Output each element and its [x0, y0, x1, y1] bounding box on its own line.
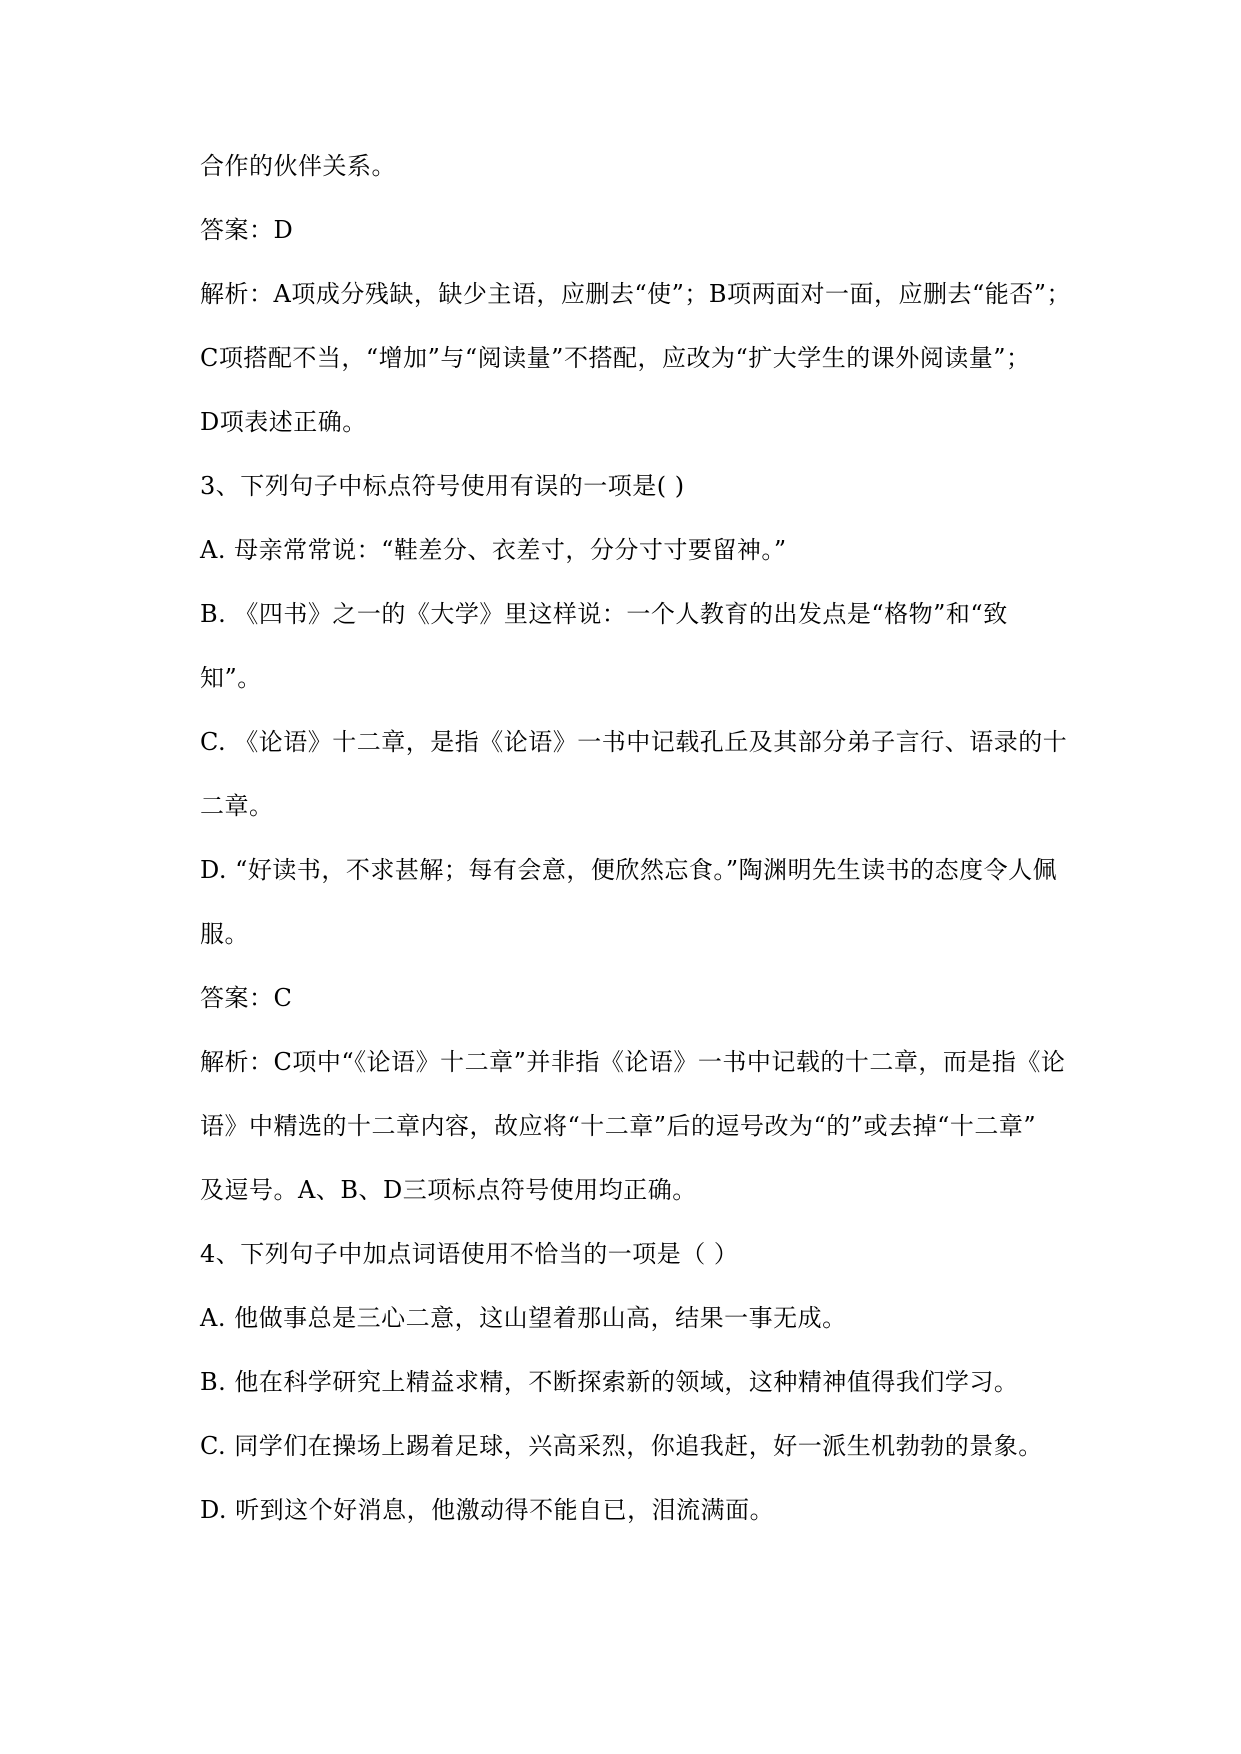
option-b: B. 《四书》之一的《大学》里这样说：一个人教育的出发点是“格物”和“致 [200, 600, 1008, 628]
question-4: 4、下列句子中加点词语使用不恰当的一项是（ ） [200, 1240, 739, 1268]
answer-line: 答案：C [200, 984, 293, 1012]
answer-line: 答案：D [200, 216, 294, 244]
analysis-line: 及逗号。A、B、D三项标点符号使用均正确。 [200, 1176, 697, 1204]
analysis-line: C项搭配不当，“增加”与“阅读量”不搭配，应改为“扩大学生的课外阅读量”； [200, 344, 1031, 372]
option-a: A. 他做事总是三心二意，这山望着那山高，结果一事无成。 [200, 1304, 847, 1332]
text-line: 合作的伙伴关系。 [200, 152, 396, 180]
analysis-line: 解析：C项中“《论语》十二章”并非指《论语》一书中记载的十二章，而是指《论 [200, 1048, 1066, 1076]
analysis-line: 语》中精选的十二章内容，故应将“十二章”后的逗号改为“的”或去掉“十二章” [200, 1112, 1037, 1140]
question-3: 3、下列句子中标点符号使用有误的一项是( ) [200, 472, 685, 500]
option-b: B. 他在科学研究上精益求精，不断探索新的领域，这种精神值得我们学习。 [200, 1368, 1019, 1396]
option-b-continued: 知”。 [200, 664, 262, 692]
analysis-line: 解析：A项成分残缺，缺少主语，应删去“使”；B项两面对一面，应删去“能否”； [200, 280, 1072, 308]
option-c-continued: 二章。 [200, 792, 274, 820]
document-page [200, 146, 1100, 1554]
option-a: A. 母亲常常说：“鞋差分、衣差寸，分分寸寸要留神。” [200, 536, 787, 564]
option-d-continued: 服。 [200, 920, 249, 948]
analysis-line: D项表述正确。 [200, 408, 367, 436]
option-d: D. 听到这个好消息，他激动得不能自已，泪流满面。 [200, 1496, 775, 1524]
option-c: C. 同学们在操场上踢着足球，兴高采烈，你追我赶，好一派生机勃勃的景象。 [200, 1432, 1043, 1460]
option-c: C. 《论语》十二章，是指《论语》一书中记载孔丘及其部分弟子言行、语录的十 [200, 728, 1068, 756]
option-d: D. “好读书，不求甚解；每有会意，便欣然忘食。”陶渊明先生读书的态度令人佩 [200, 856, 1058, 884]
